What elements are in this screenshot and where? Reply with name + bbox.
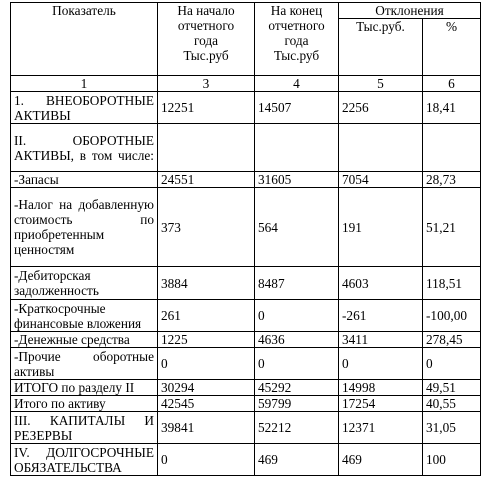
- table-row: [11, 332, 481, 348]
- header-end-line: На конец: [270, 3, 323, 18]
- cell-dev-pct: 18,41: [423, 92, 481, 124]
- cell-start: 24551: [158, 172, 255, 188]
- table-row: [11, 412, 481, 444]
- cell-start: 3884: [158, 267, 255, 300]
- header-start-line: отчетного: [177, 18, 235, 33]
- cell-end: 0: [255, 348, 339, 380]
- cell-end: 469: [255, 444, 339, 476]
- cell-end: 0: [255, 300, 339, 332]
- cell-dev-pct: -100,00: [423, 300, 481, 332]
- header-start-line: На начало: [177, 3, 235, 18]
- row-label: II. ОБОРОТНЫЕ АКТИВЫ, в том числе:: [11, 124, 158, 172]
- header-start-line: Тыс.руб: [183, 48, 229, 63]
- row-label: -Денежные средства: [11, 332, 158, 348]
- table-row: [11, 348, 481, 380]
- row-label: ИТОГО по разделу II: [11, 380, 158, 396]
- cell-dev-abs: 12371: [339, 412, 423, 444]
- table-row: [11, 396, 481, 412]
- cell-start: 0: [158, 444, 255, 476]
- row-label: III. КАПИТАЛЫ И РЕЗЕРВЫ: [11, 412, 158, 444]
- column-number: 4: [255, 76, 339, 92]
- cell-start: 39841: [158, 412, 255, 444]
- cell-dev-abs: 0: [339, 348, 423, 380]
- cell-dev-abs: 3411: [339, 332, 423, 348]
- cell-start: 1225: [158, 332, 255, 348]
- header-start: [158, 3, 255, 76]
- balance-table: [10, 2, 481, 476]
- table-row: [11, 444, 481, 476]
- table-row: [11, 92, 481, 124]
- column-number-row: [11, 76, 481, 92]
- row-label: Итого по активу: [11, 396, 158, 412]
- cell-start: 42545: [158, 396, 255, 412]
- header-dev-pct: %: [423, 19, 481, 76]
- column-number: 5: [339, 76, 423, 92]
- header-deviations: Отклонения: [339, 3, 481, 19]
- cell-dev-abs: 191: [339, 188, 423, 267]
- cell-end: 59799: [255, 396, 339, 412]
- cell-end: [255, 124, 339, 172]
- cell-dev-pct: 100: [423, 444, 481, 476]
- column-number: 6: [423, 76, 481, 92]
- cell-dev-pct: 51,21: [423, 188, 481, 267]
- header-end: [255, 3, 339, 76]
- row-label: -Дебиторская задолженность: [11, 267, 158, 300]
- table-row: [11, 188, 481, 267]
- header-row: [11, 3, 481, 19]
- header-end-line: года: [284, 33, 309, 48]
- cell-end: 52212: [255, 412, 339, 444]
- table-row: [11, 267, 481, 300]
- cell-dev-pct: 28,73: [423, 172, 481, 188]
- cell-dev-abs: 4603: [339, 267, 423, 300]
- column-number: 1: [11, 76, 158, 92]
- cell-start: 12251: [158, 92, 255, 124]
- cell-dev-abs: 469: [339, 444, 423, 476]
- row-label: -Краткосрочные финансовые вложения: [11, 300, 158, 332]
- row-label: IV. ДОЛГОСРОЧНЫЕ ОБЯЗАТЕЛЬСТВА: [11, 444, 158, 476]
- row-label: -Прочие оборотные активы: [11, 348, 158, 380]
- cell-end: 4636: [255, 332, 339, 348]
- cell-dev-abs: 14998: [339, 380, 423, 396]
- cell-dev-pct: [423, 124, 481, 172]
- cell-dev-pct: 31,05: [423, 412, 481, 444]
- row-label: -Запасы: [11, 172, 158, 188]
- row-label: -Налог на добавленную стоимость по приобретенным ценностям: [11, 188, 158, 267]
- cell-end: 564: [255, 188, 339, 267]
- header-end-line: Тыс.руб: [273, 48, 320, 63]
- cell-dev-abs: 7054: [339, 172, 423, 188]
- cell-start: 30294: [158, 380, 255, 396]
- header-indicator: Показатель: [11, 3, 158, 76]
- cell-end: 45292: [255, 380, 339, 396]
- header-dev-abs: Тыс.руб.: [339, 19, 423, 76]
- cell-end: 14507: [255, 92, 339, 124]
- cell-dev-pct: 49,51: [423, 380, 481, 396]
- cell-start: 261: [158, 300, 255, 332]
- table-row: [11, 300, 481, 332]
- cell-dev-abs: 17254: [339, 396, 423, 412]
- table-row: [11, 380, 481, 396]
- cell-dev-pct: 40,55: [423, 396, 481, 412]
- cell-dev-pct: 0: [423, 348, 481, 380]
- cell-start: 0: [158, 348, 255, 380]
- cell-start: [158, 124, 255, 172]
- cell-dev-abs: -261: [339, 300, 423, 332]
- cell-end: 31605: [255, 172, 339, 188]
- header-end-line: отчетного: [268, 18, 325, 33]
- cell-end: 8487: [255, 267, 339, 300]
- header-start-line: года: [193, 33, 219, 48]
- cell-start: 373: [158, 188, 255, 267]
- cell-dev-abs: 2256: [339, 92, 423, 124]
- cell-dev-abs: [339, 124, 423, 172]
- row-label: 1. ВНЕОБОРОТНЫЕ АКТИВЫ: [11, 92, 158, 124]
- table-row: [11, 172, 481, 188]
- column-number: 3: [158, 76, 255, 92]
- cell-dev-pct: 278,45: [423, 332, 481, 348]
- cell-dev-pct: 118,51: [423, 267, 481, 300]
- table-row: [11, 124, 481, 172]
